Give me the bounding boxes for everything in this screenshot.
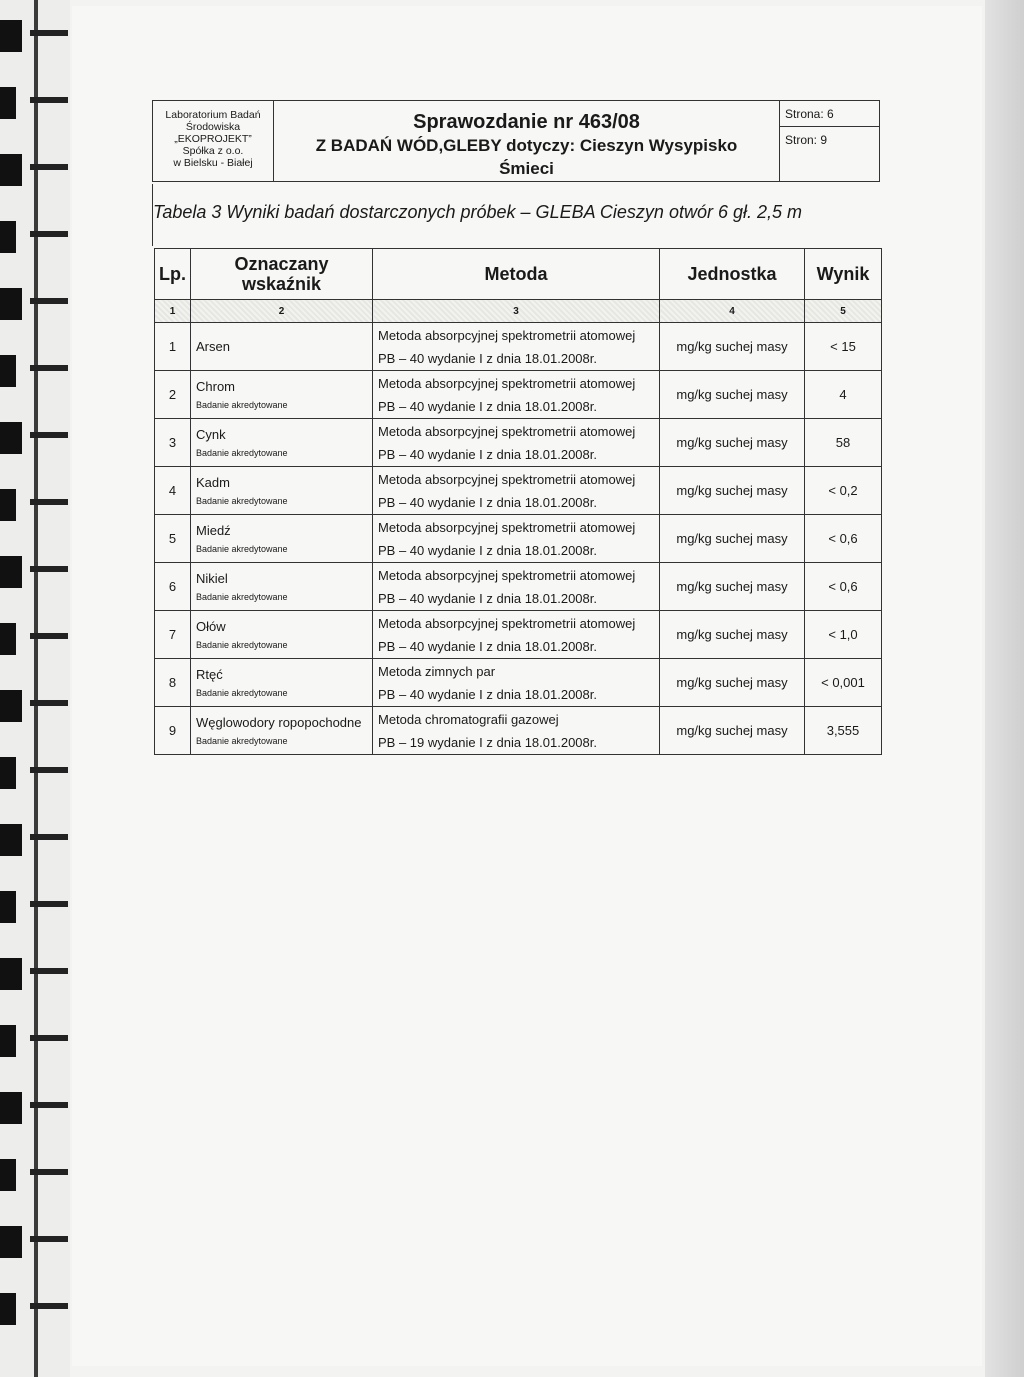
table-row xyxy=(155,515,882,563)
header-lp: Lp. xyxy=(155,249,191,300)
method-cell xyxy=(373,707,660,755)
report-title-block xyxy=(274,101,780,181)
binding-wire xyxy=(30,298,68,304)
header-indicator-line2: wskaźnik xyxy=(241,274,322,294)
binding-wire xyxy=(30,767,68,773)
column-number: 2 xyxy=(191,300,373,323)
column-number: 4 xyxy=(660,300,805,323)
binding-wire xyxy=(30,231,68,237)
binding-wire xyxy=(30,1303,68,1309)
method-cell xyxy=(373,467,660,515)
binding-wire xyxy=(30,968,68,974)
unit-cell: mg/kg suchej masy xyxy=(660,419,805,467)
binding-ring xyxy=(0,154,22,186)
binding-ring xyxy=(0,221,16,253)
report-subtitle: Z BADAŃ WÓD,GLEBY dotyczy: Cieszyn Wysypisko xyxy=(315,136,738,155)
binding-wire xyxy=(30,1102,68,1108)
indicator-cell xyxy=(191,611,373,659)
accreditation-note: Badanie akredytowane xyxy=(196,400,288,410)
table-caption xyxy=(153,202,881,223)
method-procedure: PB – 40 wydanie I z dnia 18.01.2008r. xyxy=(378,638,597,654)
method-cell xyxy=(373,371,660,419)
row-number: 8 xyxy=(155,659,191,707)
method-procedure: PB – 40 wydanie I z dnia 18.01.2008r. xyxy=(378,686,597,702)
method-cell xyxy=(373,563,660,611)
method-name: Metoda absorpcyjnej spektrometrii atomowej xyxy=(378,519,636,535)
indicator-name: Rtęć xyxy=(196,667,223,682)
binding-ring xyxy=(0,958,22,990)
result-cell: < 1,0 xyxy=(805,611,882,659)
method-name: Metoda absorpcyjnej spektrometrii atomowej xyxy=(378,567,636,583)
method-name: Metoda absorpcyjnej spektrometrii atomowej xyxy=(378,423,636,439)
binding-ring xyxy=(0,20,22,52)
indicator-name: Miedź xyxy=(196,523,231,538)
binding-wire xyxy=(30,30,68,36)
method-procedure: PB – 19 wydanie I z dnia 18.01.2008r. xyxy=(378,734,597,750)
result-cell: < 0,001 xyxy=(805,659,882,707)
binding-ring xyxy=(0,87,16,119)
method-procedure: PB – 40 wydanie I z dnia 18.01.2008r. xyxy=(378,494,597,510)
accreditation-note: Badanie akredytowane xyxy=(196,736,288,746)
method-procedure: PB – 40 wydanie I z dnia 18.01.2008r. xyxy=(378,350,597,366)
method-cell xyxy=(373,611,660,659)
indicator-name: Węglowodory ropopochodne xyxy=(196,715,362,730)
binding-ring xyxy=(0,623,16,655)
binding-wire xyxy=(30,499,68,505)
method-cell xyxy=(373,515,660,563)
indicator-cell xyxy=(191,323,373,371)
binding-wire xyxy=(30,834,68,840)
result-cell: < 15 xyxy=(805,323,882,371)
page-edge xyxy=(985,0,1024,1377)
binding-wire xyxy=(30,164,68,170)
header-indicator xyxy=(191,249,373,300)
indicator-name: Chrom xyxy=(196,379,236,394)
binding-ring xyxy=(0,824,22,856)
unit-cell: mg/kg suchej masy xyxy=(660,563,805,611)
method-cell xyxy=(373,419,660,467)
accreditation-note: Badanie akredytowane xyxy=(196,688,288,698)
lab-line: Spółka z o.o. xyxy=(182,145,244,157)
binding-wire xyxy=(30,566,68,572)
header-method: Metoda xyxy=(373,249,660,300)
method-name: Metoda absorpcyjnej spektrometrii atomowej xyxy=(378,327,636,343)
binding-ring xyxy=(0,355,16,387)
binding-ring xyxy=(0,757,16,789)
result-cell: 4 xyxy=(805,371,882,419)
method-name: Metoda absorpcyjnej spektrometrii atomowej xyxy=(378,375,636,391)
binding-ring xyxy=(0,1025,16,1057)
column-number-row xyxy=(155,300,882,323)
binding-ring xyxy=(0,1159,16,1191)
indicator-cell xyxy=(191,515,373,563)
table-row xyxy=(155,323,882,371)
binding-wire xyxy=(30,365,68,371)
indicator-name: Arsen xyxy=(196,339,230,354)
accreditation-note: Badanie akredytowane xyxy=(196,544,288,554)
results-table xyxy=(154,248,882,755)
unit-cell: mg/kg suchej masy xyxy=(660,515,805,563)
report-header xyxy=(152,100,880,182)
table-row xyxy=(155,611,882,659)
row-number: 7 xyxy=(155,611,191,659)
table-row xyxy=(155,563,882,611)
indicator-cell xyxy=(191,563,373,611)
caption-text: Tabela 3 Wyniki badań dostarczonych próbek – GLEBA Cieszyn otwór 6 gł. 2,5 m xyxy=(153,202,803,222)
lab-line: „EKOPROJEKT” xyxy=(174,133,252,145)
binding-ring xyxy=(0,1226,22,1258)
method-procedure: PB – 40 wydanie I z dnia 18.01.2008r. xyxy=(378,446,597,462)
accreditation-note: Badanie akredytowane xyxy=(196,592,288,602)
row-number: 4 xyxy=(155,467,191,515)
method-name: Metoda chromatografii gazowej xyxy=(378,711,559,727)
binding-wire xyxy=(30,1169,68,1175)
method-cell xyxy=(373,323,660,371)
binding-wire xyxy=(30,901,68,907)
page-number: Strona: 6 xyxy=(780,101,879,127)
binding-wire xyxy=(30,432,68,438)
table-row xyxy=(155,467,882,515)
lab-line: Laboratorium Badań xyxy=(165,109,261,121)
result-cell: < 0,2 xyxy=(805,467,882,515)
unit-cell: mg/kg suchej masy xyxy=(660,371,805,419)
report-title: Sprawozdanie nr 463/08 xyxy=(413,111,640,133)
method-name: Metoda absorpcyjnej spektrometrii atomowej xyxy=(378,615,636,631)
binding-ring xyxy=(0,690,22,722)
row-number: 5 xyxy=(155,515,191,563)
header-unit: Jednostka xyxy=(660,249,805,300)
binding-ring xyxy=(0,489,16,521)
indicator-name: Kadm xyxy=(196,475,230,490)
binding-wire xyxy=(30,633,68,639)
row-number: 2 xyxy=(155,371,191,419)
binding-ring xyxy=(0,1293,16,1325)
indicator-name: Ołów xyxy=(196,619,226,634)
indicator-name: Cynk xyxy=(196,427,226,442)
indicator-cell xyxy=(191,467,373,515)
binding-wire xyxy=(30,1236,68,1242)
column-number: 1 xyxy=(155,300,191,323)
report-subtitle-cont: Śmieci xyxy=(499,159,554,178)
unit-cell: mg/kg suchej masy xyxy=(660,467,805,515)
result-cell: < 0,6 xyxy=(805,515,882,563)
header-indicator-line1: Oznaczany xyxy=(234,254,329,274)
row-number: 1 xyxy=(155,323,191,371)
accreditation-note: Badanie akredytowane xyxy=(196,496,288,506)
accreditation-note: Badanie akredytowane xyxy=(196,448,288,458)
unit-cell: mg/kg suchej masy xyxy=(660,659,805,707)
spiral-binding xyxy=(0,0,70,1377)
indicator-cell xyxy=(191,371,373,419)
method-name: Metoda absorpcyjnej spektrometrii atomowej xyxy=(378,471,636,487)
lab-name xyxy=(153,101,274,181)
row-number: 9 xyxy=(155,707,191,755)
method-procedure: PB – 40 wydanie I z dnia 18.01.2008r. xyxy=(378,542,597,558)
binding-wire xyxy=(30,1035,68,1041)
binding-ring xyxy=(0,288,22,320)
binding-wire xyxy=(30,97,68,103)
result-cell: 58 xyxy=(805,419,882,467)
indicator-cell xyxy=(191,659,373,707)
binding-wire xyxy=(30,700,68,706)
indicator-cell xyxy=(191,707,373,755)
binding-ring xyxy=(0,891,16,923)
method-name: Metoda zimnych par xyxy=(378,663,496,679)
column-number: 5 xyxy=(805,300,882,323)
binding-ring xyxy=(0,1092,22,1124)
page-count: Stron: 9 xyxy=(785,133,828,147)
table-row xyxy=(155,659,882,707)
table-row xyxy=(155,707,882,755)
row-number: 6 xyxy=(155,563,191,611)
header-result: Wynik xyxy=(805,249,882,300)
lab-line: Środowiska xyxy=(185,121,241,133)
table-header-row xyxy=(155,249,882,300)
lab-line: w Bielsku - Białej xyxy=(173,157,253,169)
result-cell: 3,555 xyxy=(805,707,882,755)
column-number: 3 xyxy=(373,300,660,323)
unit-cell: mg/kg suchej masy xyxy=(660,611,805,659)
unit-cell: mg/kg suchej masy xyxy=(660,707,805,755)
table-row xyxy=(155,419,882,467)
result-cell: < 0,6 xyxy=(805,563,882,611)
unit-cell: mg/kg suchej masy xyxy=(660,323,805,371)
binding-ring xyxy=(0,422,22,454)
page-info xyxy=(780,101,879,181)
binding-ring xyxy=(0,556,22,588)
indicator-cell xyxy=(191,419,373,467)
row-number: 3 xyxy=(155,419,191,467)
method-procedure: PB – 40 wydanie I z dnia 18.01.2008r. xyxy=(378,398,597,414)
accreditation-note: Badanie akredytowane xyxy=(196,640,288,650)
indicator-name: Nikiel xyxy=(196,571,228,586)
method-cell xyxy=(373,659,660,707)
caption-border xyxy=(152,184,153,246)
table-row xyxy=(155,371,882,419)
method-procedure: PB – 40 wydanie I z dnia 18.01.2008r. xyxy=(378,590,597,606)
